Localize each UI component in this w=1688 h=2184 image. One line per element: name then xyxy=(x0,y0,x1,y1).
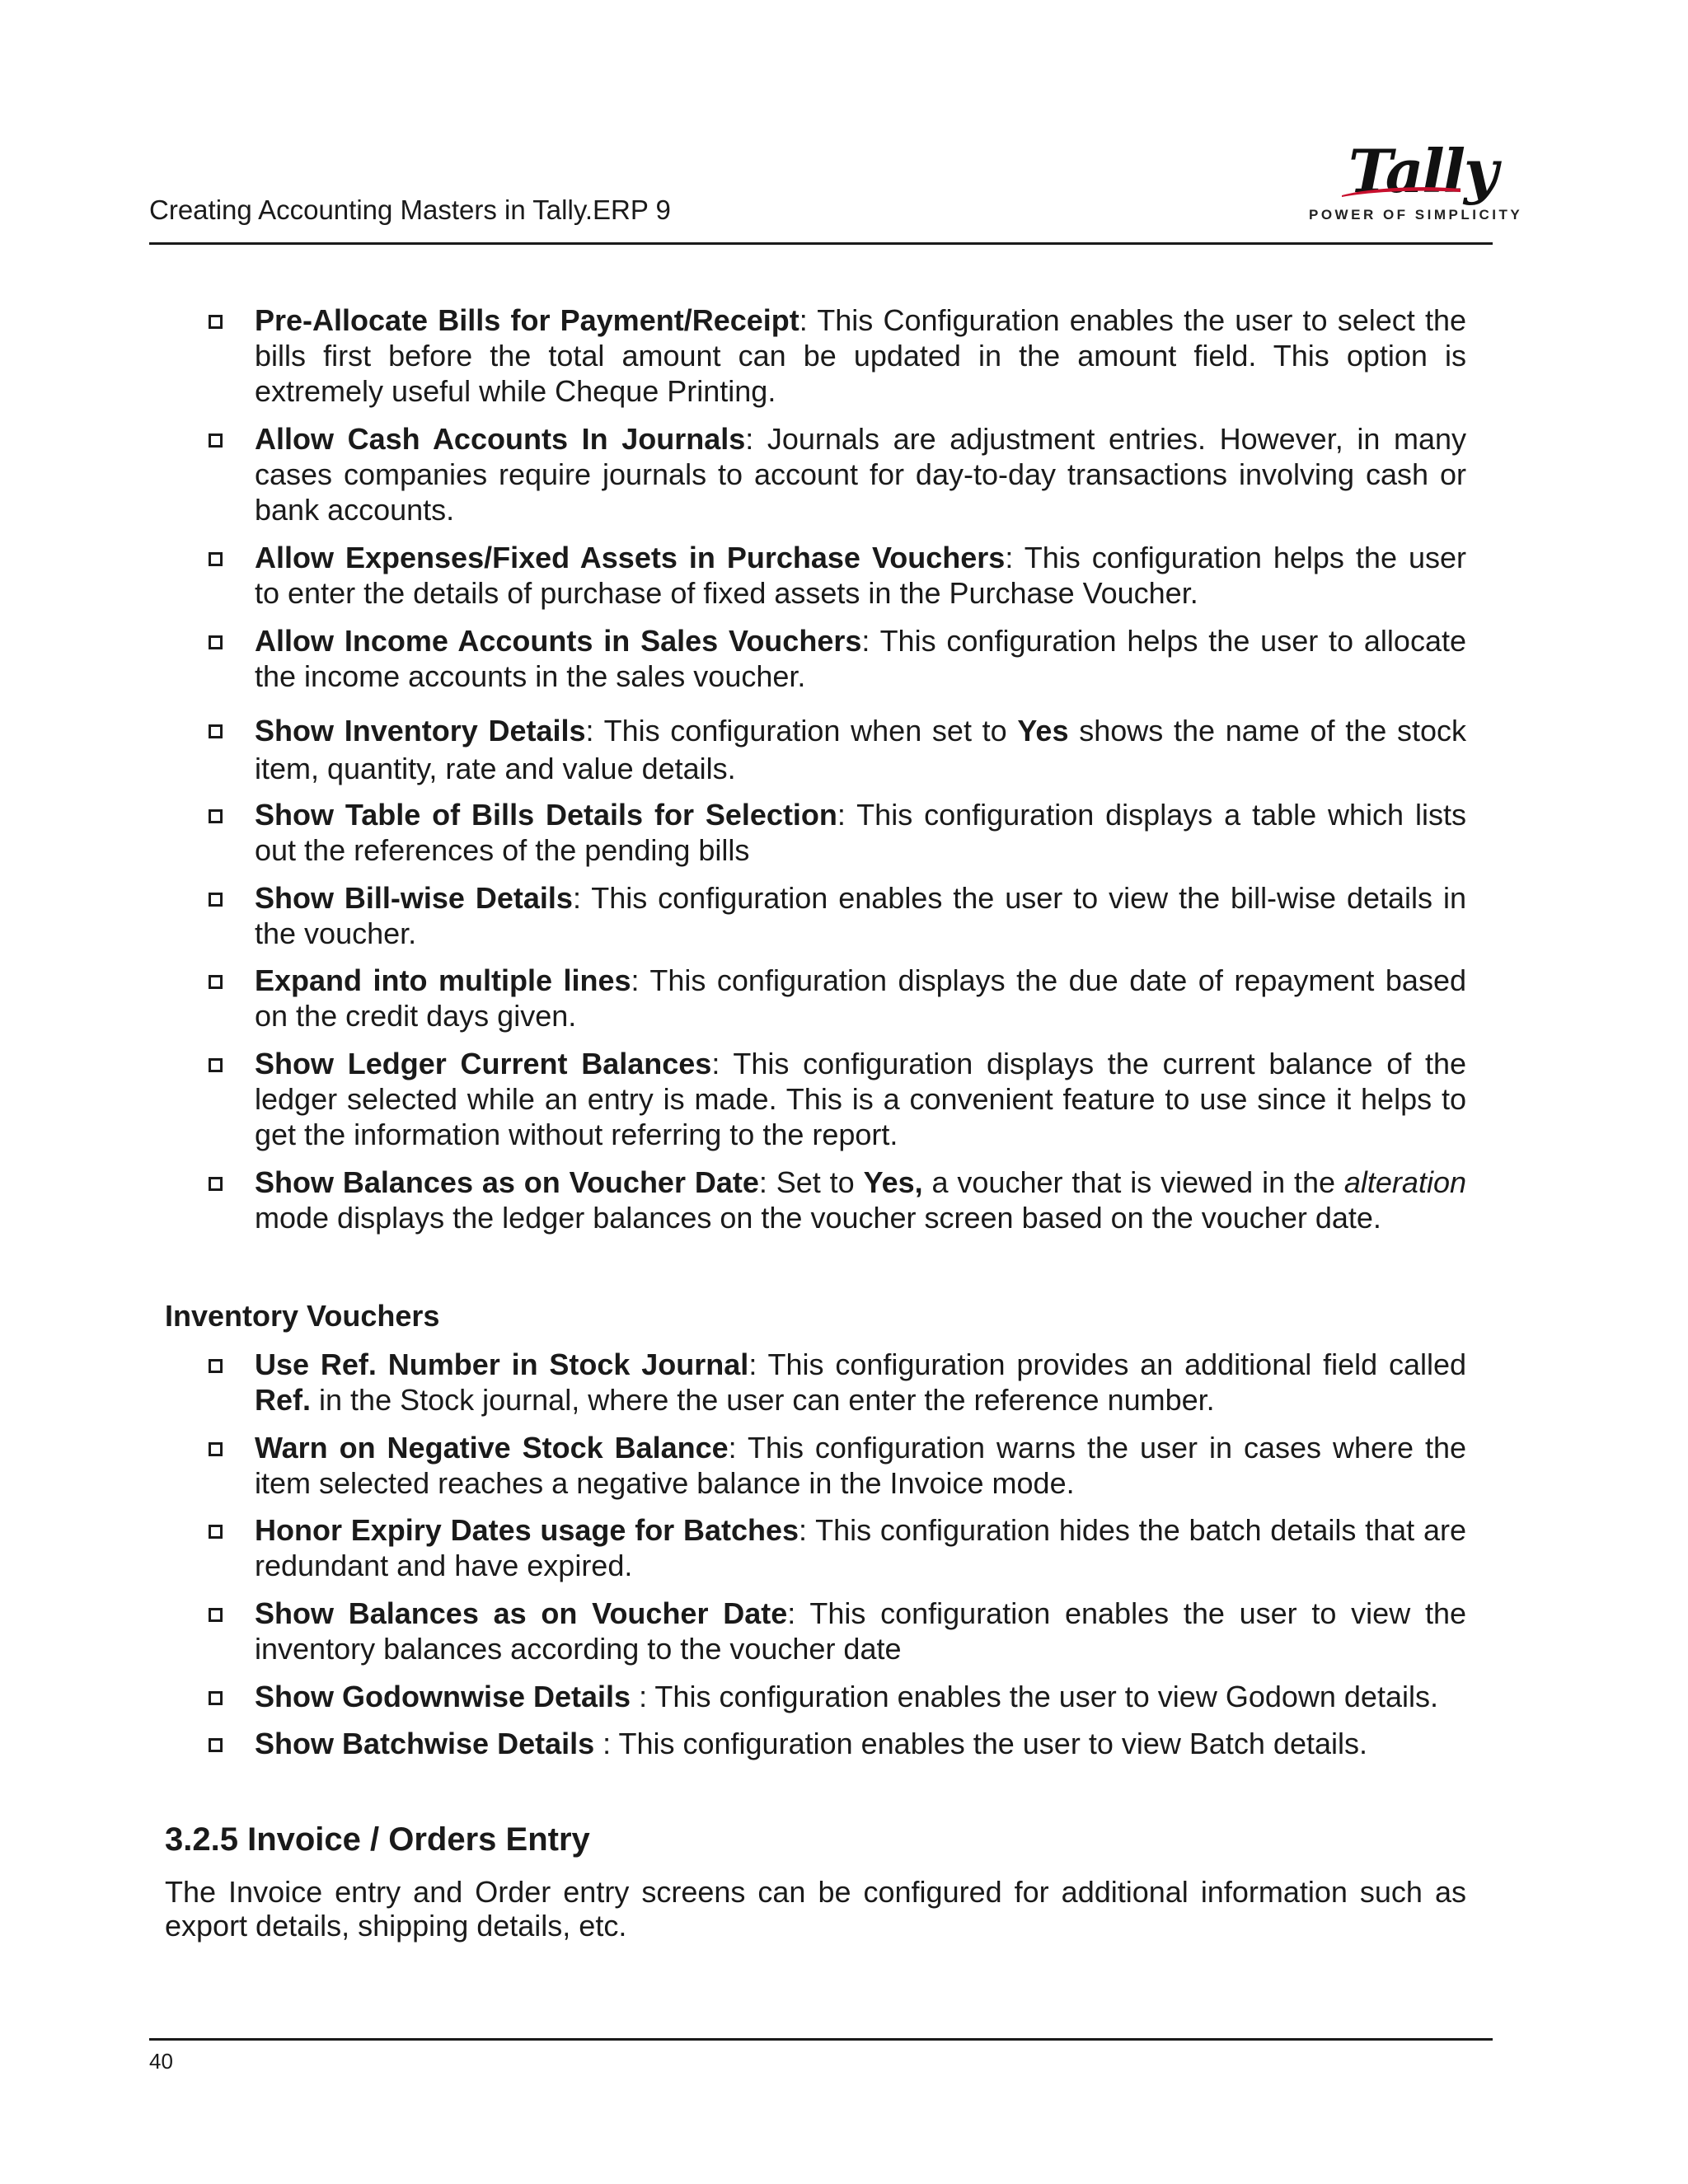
bullet-icon xyxy=(209,552,223,566)
item-term: Show Balances as on Voucher Date xyxy=(255,1165,759,1199)
list-item xyxy=(255,797,1466,868)
item-text: : This configuration enables the user to view Godown details. xyxy=(631,1680,1438,1713)
list-item xyxy=(255,1679,1466,1714)
logo-swoosh-icon xyxy=(1340,184,1462,199)
item-text: : This configuration displays a table which lists out the references of the pending bills xyxy=(255,798,1466,867)
item-text: : Journals are adjustment entries. However, in many cases companies require journals to account for day-to-day transactions involving cash or bank accounts. xyxy=(255,422,1466,527)
list-item xyxy=(255,712,1466,788)
tally-logo xyxy=(1301,136,1523,227)
item-term: Show Balances as on Voucher Date xyxy=(255,1596,788,1630)
list-item xyxy=(255,880,1466,951)
item-text: : This configuration warns the user in cases where the item selected reaches a negative balance in the Invoice mode. xyxy=(255,1431,1466,1500)
item-term: Expand into multiple lines xyxy=(255,963,631,997)
logo-tagline: POWER OF SIMPLICITY xyxy=(1309,207,1523,223)
item-text: : This configuration when set to xyxy=(585,714,1018,748)
bullet-icon xyxy=(209,434,223,448)
item-term: Show Bill-wise Details xyxy=(255,881,573,915)
item-term: Allow Cash Accounts In Journals xyxy=(255,422,746,456)
item-text: mode displays the ledger balances on the voucher screen based on the voucher date. xyxy=(255,1201,1381,1235)
item-text: : This configuration enables the user to view Batch details. xyxy=(594,1727,1367,1760)
bullet-icon xyxy=(209,724,223,738)
bullet-icon xyxy=(209,1738,223,1752)
list-item xyxy=(255,623,1466,694)
item-text: : This configuration provides an additional field called xyxy=(748,1347,1467,1381)
list-item xyxy=(255,1726,1466,1761)
item-text: : This configuration displays the current balance of the ledger selected while an entry is made. This is a convenient feature to use since it helps to get the information without referring to the report. xyxy=(255,1047,1466,1151)
bullet-icon xyxy=(209,1359,223,1373)
item-term: Show Godownwise Details xyxy=(255,1680,631,1713)
inventory-vouchers-label: Inventory Vouchers xyxy=(165,1299,440,1333)
item-term: Allow Income Accounts in Sales Vouchers xyxy=(255,624,862,658)
list-item xyxy=(255,302,1466,409)
page-number: 40 xyxy=(149,2049,173,2074)
bullet-icon xyxy=(209,893,223,907)
bullet-icon xyxy=(209,1058,223,1072)
item-term: Show Inventory Details xyxy=(255,714,586,748)
list-item xyxy=(255,540,1466,611)
item-text: shows the name of the stock item, quantity, rate and value details. xyxy=(255,714,1466,785)
bullet-icon xyxy=(209,1608,223,1622)
item-term: Pre-Allocate Bills for Payment/Receipt xyxy=(255,303,799,337)
item-term: Show Table of Bills Details for Selection xyxy=(255,798,837,832)
list-item xyxy=(255,1512,1466,1583)
item-italic: alteration xyxy=(1343,1165,1466,1199)
bullet-icon xyxy=(209,635,223,649)
list-item xyxy=(255,1430,1466,1501)
item-text: : This configuration helps the user to allocate the income accounts in the sales voucher. xyxy=(255,624,1466,693)
item-text: : This configuration enables the user to view the bill-wise details in the voucher. xyxy=(255,881,1466,950)
bullet-icon xyxy=(209,1177,223,1191)
section-paragraph: The Invoice entry and Order entry screens can be configured for additional information such as export details, shipping details, etc. xyxy=(165,1875,1466,1943)
list-item xyxy=(255,1347,1466,1418)
item-emphasis: Ref. xyxy=(255,1383,312,1417)
list-item xyxy=(255,963,1466,1033)
item-text: : This configuration enables the user to view the inventory balances according to the voucher date xyxy=(255,1596,1466,1666)
item-term: Show Ledger Current Balances xyxy=(255,1047,712,1080)
item-text: : This Configuration enables the user to select the bills first before the total amount can be updated in the amount field. This option is extremely useful while Cheque Printing. xyxy=(255,303,1466,408)
header-rule xyxy=(149,242,1493,245)
item-text: in the Stock journal, where the user can enter the reference number. xyxy=(311,1383,1215,1417)
running-header-title: Creating Accounting Masters in Tally.ERP 9 xyxy=(149,194,671,225)
bullet-icon xyxy=(209,315,223,329)
item-term: Warn on Negative Stock Balance xyxy=(255,1431,729,1465)
bullet-icon xyxy=(209,1442,223,1456)
bullet-icon xyxy=(209,809,223,823)
item-term: Use Ref. Number in Stock Journal xyxy=(255,1347,749,1381)
bullet-icon xyxy=(209,1525,223,1539)
footer-rule xyxy=(149,2038,1493,2041)
item-term: Honor Expiry Dates usage for Batches xyxy=(255,1513,799,1547)
item-term: Allow Expenses/Fixed Assets in Purchase Vouchers xyxy=(255,541,1006,574)
item-text: : This configuration hides the batch details that are redundant and have expired. xyxy=(255,1513,1466,1582)
section-heading: 3.2.5 Invoice / Orders Entry xyxy=(165,1821,590,1858)
list-item xyxy=(255,421,1466,527)
item-text: : This configuration displays the due date of repayment based on the credit days given. xyxy=(255,963,1466,1033)
item-emphasis: Yes, xyxy=(863,1165,923,1199)
list-item xyxy=(255,1046,1466,1152)
list-item xyxy=(255,1596,1466,1666)
list-item xyxy=(255,1165,1466,1235)
item-text: : Set to xyxy=(758,1165,864,1199)
bullet-icon xyxy=(209,1691,223,1705)
item-emphasis: Yes xyxy=(1017,714,1069,748)
bullet-icon xyxy=(209,975,223,989)
item-text: : This configuration helps the user to enter the details of purchase of fixed assets in the Purchase Voucher. xyxy=(255,541,1466,610)
item-text: a voucher that is viewed in the xyxy=(922,1165,1344,1199)
item-term: Show Batchwise Details xyxy=(255,1727,595,1760)
logo-wordmark: Tally xyxy=(1348,136,1497,206)
